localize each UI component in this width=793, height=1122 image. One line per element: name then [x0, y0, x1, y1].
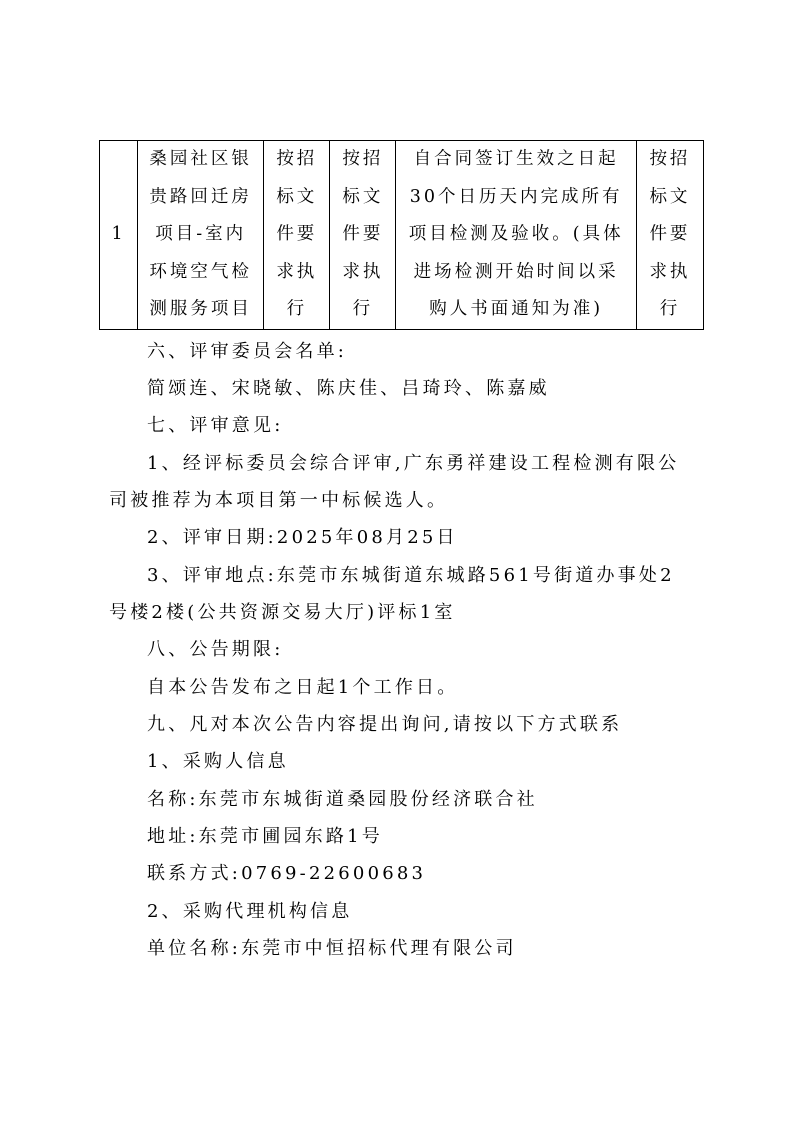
project-name-cell: 桑园社区银 贵路回迁房 项目-室内 环境空气检 测服务项目	[138, 141, 264, 330]
service-period-cell: 自合同签订生效之日起 30个日历天内完成所有 项目检测及验收。(具体 进场检测开始时间以采 购人书面通知为准)	[396, 141, 636, 330]
committee-heading: 六、评审委员会名单:	[147, 341, 348, 362]
results-table	[99, 140, 704, 330]
requirement-cell-b: 按招 标文 件要 求执 行	[330, 141, 396, 330]
table-row	[100, 141, 704, 330]
opinion-heading: 七、评审意见:	[147, 415, 284, 436]
purchaser-name: 名称:东莞市东城街道桑园股份经济联合社	[147, 789, 538, 810]
notice-period-heading: 八、公告期限:	[147, 639, 284, 660]
contact-heading: 九、凡对本次公告内容提出询问,请按以下方式联系	[147, 714, 623, 735]
requirement-cell-c: 按招 标文 件要 求执 行	[636, 141, 703, 330]
requirement-cell-a: 按招 标文 件要 求执 行	[264, 141, 330, 330]
opinion-2-date: 2、评审日期:2025年08月25日	[147, 527, 458, 548]
agency-name: 单位名称:东莞市中恒招标代理有限公司	[147, 938, 517, 959]
purchaser-heading: 1、采购人信息	[147, 751, 289, 772]
opinion-1-line1: 1、经评标委员会综合评审,广东勇祥建设工程检测有限公	[147, 453, 680, 474]
committee-members: 简颂连、宋晓敏、陈庆佳、吕琦玲、陈嘉威	[147, 378, 550, 399]
opinion-1-line2: 司被推荐为本项目第一中标候选人。	[109, 490, 449, 511]
agency-heading: 2、采购代理机构信息	[147, 901, 353, 922]
purchaser-address: 地址:东莞市圃园东路1号	[147, 826, 383, 847]
opinion-3-line2: 号楼2楼(公共资源交易大厅)评标1室	[109, 602, 456, 623]
opinion-3-line1: 3、评审地点:东莞市东城街道东城路561号街道办事处2	[147, 565, 675, 586]
notice-period-text: 自本公告发布之日起1个工作日。	[147, 677, 459, 698]
purchaser-phone: 联系方式:0769-22600683	[147, 863, 427, 884]
row-number-cell: 1	[100, 141, 138, 330]
